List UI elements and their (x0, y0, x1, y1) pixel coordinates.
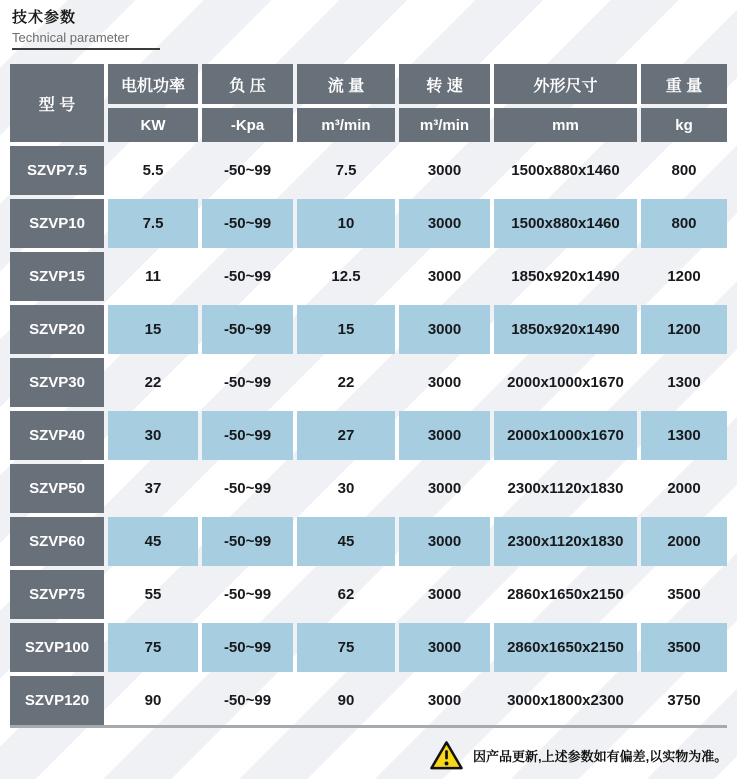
column-header-dimensions: 外形尺寸 (494, 64, 637, 104)
dimensions-cell: 2000x1000x1670 (494, 411, 637, 460)
dimensions-cell: 3000x1800x2300 (507, 692, 624, 709)
table-bottom-border (10, 725, 727, 728)
speed-cell: 3000 (427, 586, 462, 603)
negative-pressure-cell: -50~99 (202, 199, 293, 248)
motor-power-cell: 45 (108, 517, 198, 566)
negative-pressure-cell: -50~99 (223, 586, 272, 603)
speed-cell: 3000 (399, 623, 490, 672)
parameters-table (10, 64, 727, 728)
negative-pressure-cell: -50~99 (202, 623, 293, 672)
flow-cell: 90 (337, 692, 355, 709)
motor-power-cell: 11 (145, 268, 161, 285)
table-row (10, 146, 727, 195)
negative-pressure-cell: -50~99 (202, 517, 293, 566)
table-row (10, 305, 727, 354)
table-row (10, 676, 727, 725)
speed-cell: 3000 (427, 268, 462, 285)
flow-cell: 10 (297, 199, 395, 248)
unit-flow: m³/min (297, 108, 395, 142)
unit-weight: kg (641, 108, 727, 142)
warning-triangle-icon (429, 740, 464, 771)
flow-cell: 12.5 (331, 268, 361, 285)
model-cell: SZVP7.5 (10, 146, 104, 195)
motor-power-cell: 30 (108, 411, 198, 460)
flow-cell: 30 (337, 480, 355, 497)
weight-cell: 1200 (667, 268, 701, 285)
motor-power-cell: 37 (144, 480, 162, 497)
table-header (10, 64, 727, 142)
motor-power-cell: 5.5 (142, 162, 164, 179)
unit-motor-power: KW (108, 108, 198, 142)
motor-power-cell: 90 (144, 692, 162, 709)
flow-cell: 45 (297, 517, 395, 566)
dimensions-cell: 1850x920x1490 (511, 268, 620, 285)
column-header-flow: 流 量 (297, 64, 395, 104)
column-header-speed: 转 速 (399, 64, 490, 104)
model-cell: SZVP75 (10, 570, 104, 619)
page-subtitle: Technical parameter (12, 30, 160, 50)
flow-cell: 15 (297, 305, 395, 354)
model-cell: SZVP120 (10, 676, 104, 725)
motor-power-cell: 22 (144, 374, 162, 391)
motor-power-cell: 55 (144, 586, 162, 603)
model-cell: SZVP20 (10, 305, 104, 354)
flow-cell: 7.5 (335, 162, 357, 179)
motor-power-cell: 15 (108, 305, 198, 354)
unit-speed: m³/min (399, 108, 490, 142)
weight-cell: 3500 (641, 623, 727, 672)
table-row (10, 252, 727, 301)
negative-pressure-cell: -50~99 (202, 411, 293, 460)
table-row (10, 623, 727, 672)
negative-pressure-cell: -50~99 (223, 374, 272, 391)
negative-pressure-cell: -50~99 (223, 480, 272, 497)
table-row (10, 464, 727, 513)
weight-cell: 800 (641, 199, 727, 248)
table-row (10, 358, 727, 407)
table-row (10, 570, 727, 619)
dimensions-cell: 2000x1000x1670 (507, 374, 624, 391)
speed-cell: 3000 (427, 374, 462, 391)
speed-cell: 3000 (427, 692, 462, 709)
weight-cell: 3750 (667, 692, 701, 709)
dimensions-cell: 1500x880x1460 (494, 199, 637, 248)
model-cell: SZVP15 (10, 252, 104, 301)
page-title: 技术参数 (12, 9, 77, 26)
column-header-weight: 重 量 (641, 64, 727, 104)
weight-cell: 1300 (667, 374, 701, 391)
disclaimer-note (429, 740, 727, 771)
dimensions-cell: 1850x920x1490 (494, 305, 637, 354)
flow-cell: 75 (297, 623, 395, 672)
table-body (10, 146, 727, 725)
model-cell: SZVP10 (10, 199, 104, 248)
speed-cell: 3000 (399, 199, 490, 248)
dimensions-cell: 2300x1120x1830 (494, 517, 637, 566)
title-block (12, 6, 160, 50)
flow-cell: 27 (297, 411, 395, 460)
column-header-motor-power: 电机功率 (108, 64, 198, 104)
flow-cell: 62 (337, 586, 355, 603)
model-cell: SZVP40 (10, 411, 104, 460)
dimensions-cell: 2860x1650x2150 (494, 623, 637, 672)
dimensions-cell: 1500x880x1460 (511, 162, 620, 179)
speed-cell: 3000 (427, 162, 462, 179)
disclaimer-text: 因产品更新,上述参数如有偏差,以实物为准。 (473, 749, 728, 764)
model-cell: SZVP100 (10, 623, 104, 672)
dimensions-cell: 2860x1650x2150 (507, 586, 624, 603)
table-row (10, 411, 727, 460)
weight-cell: 2000 (641, 517, 727, 566)
weight-cell: 800 (671, 162, 697, 179)
weight-cell: 3500 (667, 586, 701, 603)
model-cell: SZVP50 (10, 464, 104, 513)
weight-cell: 1300 (641, 411, 727, 460)
dimensions-cell: 2300x1120x1830 (507, 480, 624, 497)
speed-cell: 3000 (427, 480, 462, 497)
negative-pressure-cell: -50~99 (223, 268, 272, 285)
weight-cell: 2000 (667, 480, 701, 497)
negative-pressure-cell: -50~99 (223, 692, 272, 709)
motor-power-cell: 7.5 (108, 199, 198, 248)
unit-dimensions: mm (494, 108, 637, 142)
speed-cell: 3000 (399, 411, 490, 460)
model-cell: SZVP60 (10, 517, 104, 566)
unit-negative-pressure: -Kpa (202, 108, 293, 142)
flow-cell: 22 (337, 374, 355, 391)
column-header-negative-pressure: 负 压 (202, 64, 293, 104)
negative-pressure-cell: -50~99 (223, 162, 272, 179)
model-cell: SZVP30 (10, 358, 104, 407)
speed-cell: 3000 (399, 305, 490, 354)
negative-pressure-cell: -50~99 (202, 305, 293, 354)
table-row (10, 199, 727, 248)
motor-power-cell: 75 (108, 623, 198, 672)
weight-cell: 1200 (641, 305, 727, 354)
column-header-model: 型 号 (10, 64, 104, 142)
table-row (10, 517, 727, 566)
speed-cell: 3000 (399, 517, 490, 566)
